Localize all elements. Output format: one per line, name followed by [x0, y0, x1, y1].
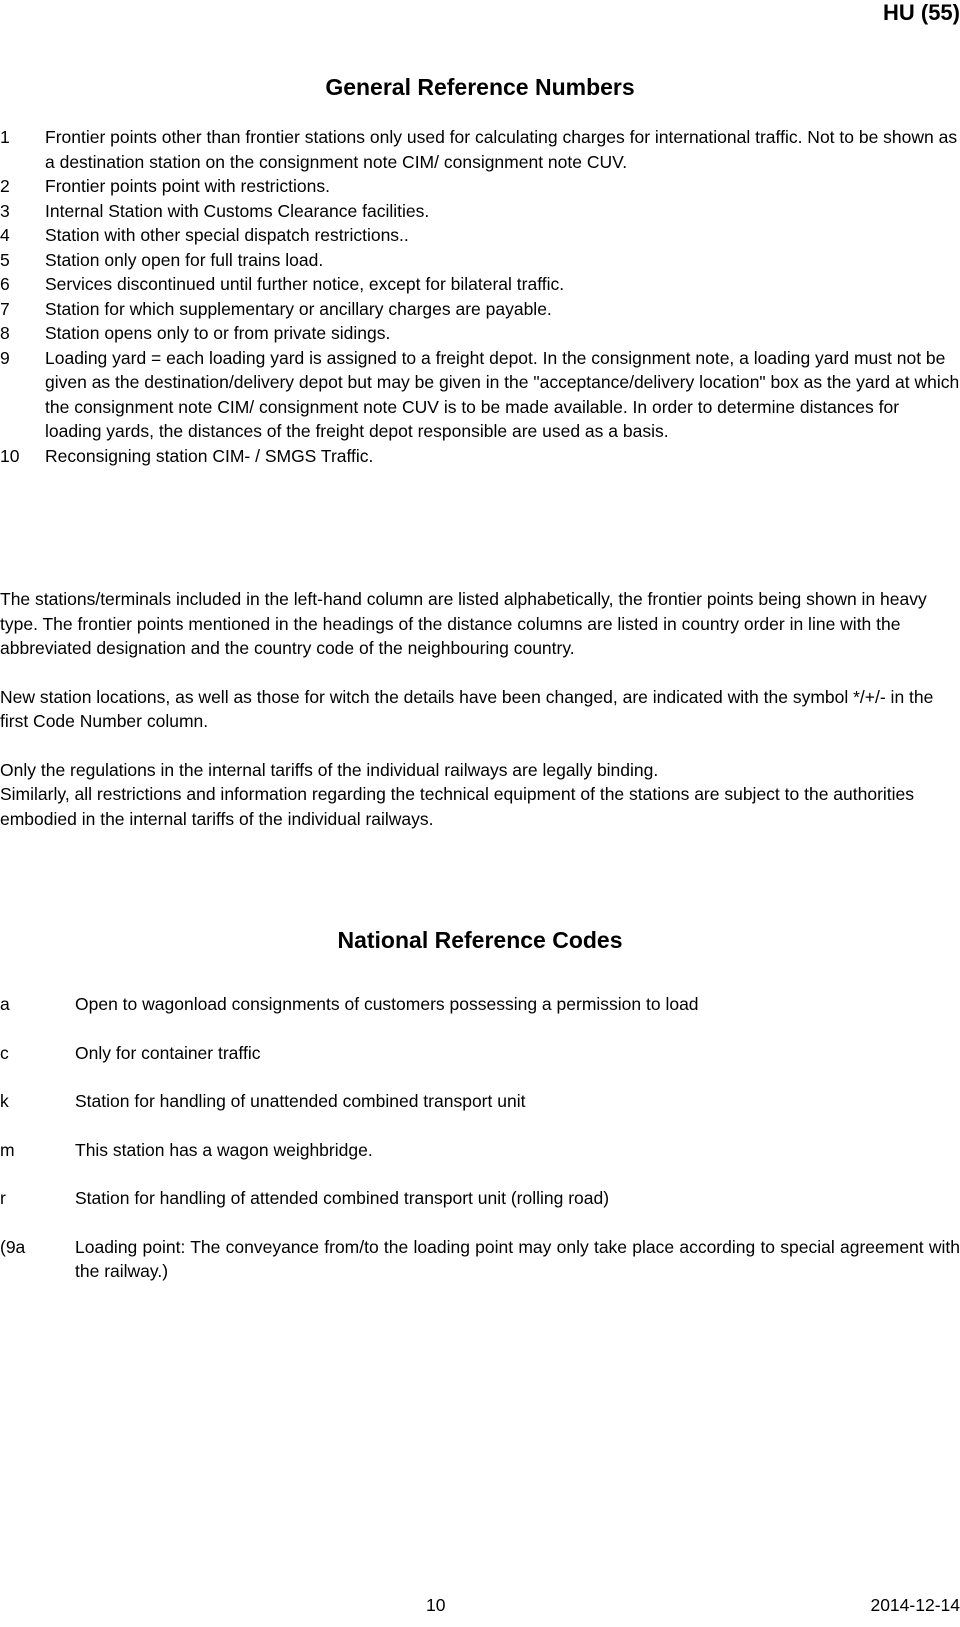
- paragraph-restrictions: Similarly, all restrictions and information regarding the technical equipment of the stations are subject to the authorities embodied in the internal tariffs of the individual railways.: [0, 784, 915, 829]
- reference-text: This station has a wagon weighbridge.: [75, 1139, 373, 1160]
- reference-text: Reconsigning station CIM- / SMGS Traffic.: [45, 445, 374, 466]
- national-reference-item: [0, 1089, 960, 1114]
- footer-date: 2014-12-14: [870, 1595, 960, 1615]
- general-reference-item: [0, 321, 960, 346]
- reference-number: 6: [0, 274, 10, 294]
- reference-number: 1: [0, 127, 10, 147]
- reference-code: r: [0, 1188, 6, 1208]
- national-reference-item: [0, 1235, 960, 1284]
- reference-code: m: [0, 1139, 15, 1160]
- footer-page-number: 10: [426, 1595, 446, 1615]
- general-reference-item: [0, 444, 960, 469]
- reference-number: 2: [0, 176, 10, 196]
- explanatory-paragraphs: [0, 587, 950, 855]
- reference-text: Services discontinued until further notice, except for bilateral traffic.: [45, 274, 565, 294]
- reference-text: Station for handling of unattended combined transport unit: [75, 1091, 526, 1111]
- national-reference-item: [0, 992, 960, 1017]
- reference-text: Station for which supplementary or ancillary charges are payable.: [45, 298, 552, 319]
- reference-code: k: [0, 1091, 9, 1111]
- reference-text: Frontier points point with restrictions.: [45, 176, 330, 196]
- general-reference-item: [0, 346, 960, 444]
- general-reference-item: [0, 223, 960, 248]
- national-reference-heading: National Reference Codes: [337, 927, 623, 953]
- reference-text: Loading point: The conveyance from/to the loading point may only take place according to special agreement with the railway.): [75, 1236, 960, 1281]
- reference-number: 8: [0, 323, 10, 343]
- general-reference-heading: General Reference Numbers: [325, 74, 635, 100]
- reference-code: a: [0, 994, 10, 1014]
- reference-text: Loading yard = each loading yard is assigned to a freight depot. In the consignment note, a loading yard must not be given as the destination/delivery depot but may be given in the "acceptance/delivery location" box as the yard at which the consignment note CIM/ consignment note CUV is to be made available. In order to determine distances for loading yards, the distances of the freight depot responsible are used as a basis.: [45, 347, 960, 441]
- reference-number: 10: [0, 445, 20, 466]
- general-reference-item: [0, 199, 960, 224]
- national-reference-item: [0, 1186, 960, 1211]
- general-reference-item: [0, 297, 960, 322]
- reference-text: Only for container traffic: [75, 1042, 261, 1063]
- general-reference-item: [0, 272, 960, 297]
- national-reference-item: [0, 1138, 960, 1163]
- paragraph-new-stations: New station locations, as well as those for witch the details have been changed, are indicated with the symbol */+/- in the first Code Number column.: [0, 686, 934, 731]
- general-reference-item: [0, 248, 960, 273]
- page-identifier: HU (55): [882, 0, 960, 25]
- reference-number: 7: [0, 298, 10, 319]
- reference-text: Station with other special dispatch restrictions..: [45, 225, 409, 245]
- general-reference-list: [0, 125, 960, 468]
- reference-text: Station only open for full trains load.: [45, 249, 324, 270]
- reference-text: Frontier points other than frontier stations only used for calculating charges for international traffic. Not to be shown as a destination station on the consignment note CIM/ consignment note CUV.: [45, 127, 958, 172]
- reference-text: Station opens only to or from private sidings.: [45, 323, 391, 343]
- reference-number: 5: [0, 249, 10, 270]
- reference-text: Open to wagonload consignments of customers possessing a permission to load: [75, 994, 699, 1014]
- national-reference-item: [0, 1041, 960, 1066]
- reference-code: (9a: [0, 1236, 26, 1257]
- reference-number: 4: [0, 225, 10, 245]
- reference-number: 9: [0, 347, 10, 368]
- reference-number: 3: [0, 200, 10, 221]
- paragraph-legal-binding: Only the regulations in the internal tariffs of the individual railways are legally binding.: [0, 759, 659, 780]
- reference-code: c: [0, 1042, 9, 1063]
- reference-text: Station for handling of attended combined transport unit (rolling road): [75, 1188, 610, 1208]
- reference-text: Internal Station with Customs Clearance facilities.: [45, 200, 430, 221]
- national-reference-list: [0, 992, 960, 1308]
- general-reference-item: [0, 125, 960, 174]
- paragraph-station-listing: The stations/terminals included in the left-hand column are listed alphabetically, the frontier points being shown in heavy type. The frontier points mentioned in the headings of the distance columns are listed in country order in line with the abbreviated designation and the country code of the neighbouring country.: [0, 589, 927, 658]
- general-reference-item: [0, 174, 960, 199]
